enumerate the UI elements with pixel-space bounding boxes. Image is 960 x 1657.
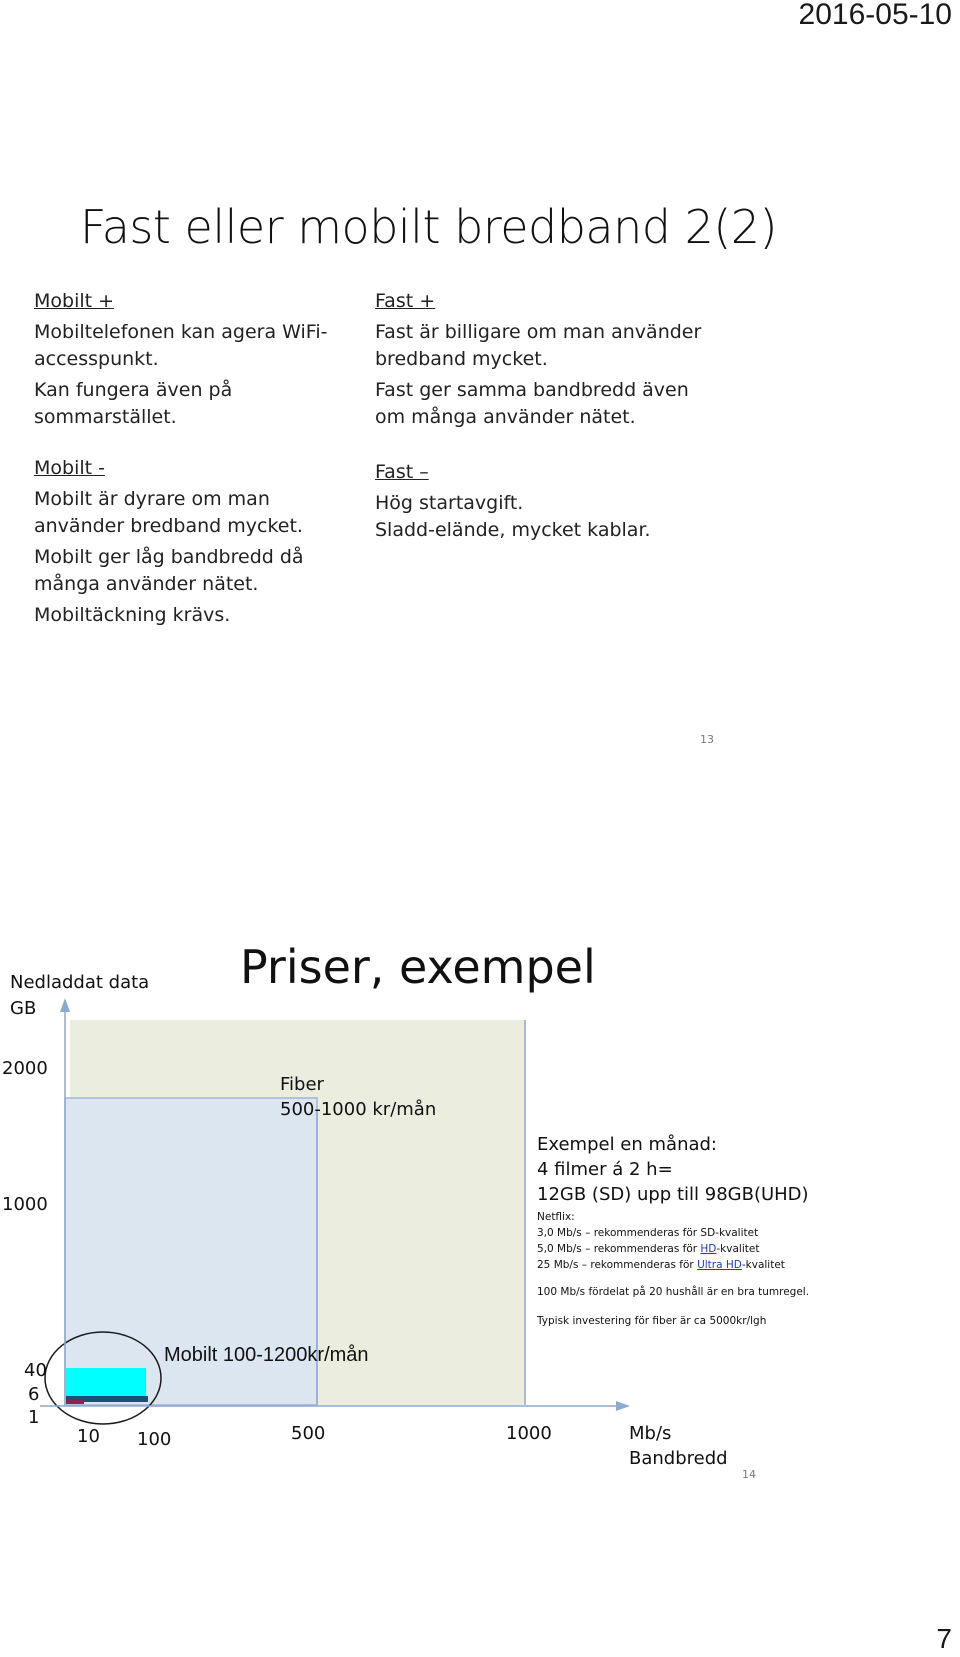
y-tick-1: 1 bbox=[28, 1407, 40, 1428]
y-axis-label-line1: Nedladdat data bbox=[10, 972, 150, 993]
netflix-sd-line: 3,0 Mb/s – rekommenderas för SD-kvalitet bbox=[537, 1227, 759, 1239]
mobile-minus-item-1: Mobilt är dyrare om man använder bredband mycket. bbox=[34, 488, 303, 537]
header-date: 2016-05-10 bbox=[798, 0, 952, 31]
mobile-plus-item-2: Kan fungera även på sommarstället. bbox=[34, 379, 233, 428]
fixed-plus-item-1: Fast är billigare om man använder bredband mycket. bbox=[375, 321, 702, 370]
y-axis-label-line2: GB bbox=[10, 998, 37, 1019]
mobile-plus-heading: Mobilt + bbox=[34, 290, 115, 312]
example-text-block bbox=[537, 1132, 837, 1329]
fiber-label-line1: Fiber bbox=[280, 1074, 324, 1095]
example-line-1: Exempel en månad: bbox=[537, 1134, 717, 1155]
y-tick-1000: 1000 bbox=[2, 1194, 48, 1215]
rule-of-thumb-note: 100 Mb/s fördelat på 20 hushåll är en bra tumregel. bbox=[537, 1286, 810, 1298]
netflix-hd-link[interactable]: HD bbox=[700, 1243, 717, 1255]
mobile-minus-item-2: Mobilt ger låg bandbredd då många använder nätet. bbox=[34, 546, 304, 595]
mobile-area-low bbox=[66, 1400, 84, 1404]
x-tick-100: 100 bbox=[137, 1429, 172, 1450]
mobile-pros-cons-column bbox=[34, 288, 354, 633]
fixed-plus-item-2: Fast ger samma bandbredd även om många använder nätet. bbox=[375, 379, 689, 428]
slide-14-title: Priser, exempel bbox=[240, 940, 596, 994]
fixed-pros-cons-column bbox=[375, 288, 715, 548]
x-tick-1000: 1000 bbox=[506, 1423, 552, 1444]
slide-13-title: Fast eller mobilt bredband 2(2) bbox=[80, 200, 778, 254]
netflix-uhd-text-after: -kvalitet bbox=[741, 1259, 785, 1271]
footer-page-number: 7 bbox=[936, 1623, 952, 1654]
fixed-minus-item-2: Sladd-elände, mycket kablar. bbox=[375, 519, 651, 541]
example-line-2: 4 filmer á 2 h= bbox=[537, 1159, 673, 1180]
x-tick-10: 10 bbox=[77, 1426, 100, 1447]
fixed-minus-item-1: Hög startavgift. bbox=[375, 492, 524, 514]
y-tick-6: 6 bbox=[28, 1384, 40, 1405]
y-axis-arrow bbox=[60, 998, 70, 1012]
x-axis-arrow bbox=[616, 1401, 630, 1411]
slide-14-page-number: 14 bbox=[742, 1468, 756, 1481]
netflix-uhd-line bbox=[537, 1257, 837, 1273]
y-tick-2000: 2000 bbox=[2, 1058, 48, 1079]
mobile-minus-item-3: Mobiltäckning krävs. bbox=[34, 604, 231, 626]
netflix-heading: Netflix: bbox=[537, 1211, 575, 1223]
mobile-minus-heading: Mobilt - bbox=[34, 457, 105, 479]
netflix-uhd-text-before: 25 Mb/s – rekommenderas för bbox=[537, 1259, 698, 1271]
mobile-area-high bbox=[66, 1368, 146, 1398]
slide-13-page-number: 13 bbox=[700, 733, 714, 746]
mobile-plus-item-1: Mobiltelefonen kan agera WiFi-accesspunkt. bbox=[34, 321, 328, 370]
netflix-hd-text-after: -kvalitet bbox=[716, 1243, 760, 1255]
y-tick-40: 40 bbox=[24, 1360, 47, 1381]
x-axis-label-line1: Mb/s bbox=[629, 1423, 672, 1444]
example-line-3: 12GB (SD) upp till 98GB(UHD) bbox=[537, 1184, 809, 1205]
mobile-label: Mobilt 100-1200kr/mån bbox=[164, 1344, 369, 1366]
x-axis-label-line2: Bandbredd bbox=[629, 1448, 728, 1469]
fixed-minus-heading: Fast – bbox=[375, 461, 429, 483]
netflix-uhd-link[interactable]: Ultra HD bbox=[697, 1259, 742, 1271]
netflix-hd-text-before: 5,0 Mb/s – rekommenderas för bbox=[537, 1243, 701, 1255]
fixed-plus-heading: Fast + bbox=[375, 290, 436, 312]
x-tick-500: 500 bbox=[291, 1423, 326, 1444]
fiber-investment-note: Typisk investering för fiber är ca 5000kr/lgh bbox=[537, 1315, 767, 1327]
fiber-label-line2: 500-1000 kr/mån bbox=[280, 1099, 437, 1120]
netflix-hd-line bbox=[537, 1241, 837, 1257]
